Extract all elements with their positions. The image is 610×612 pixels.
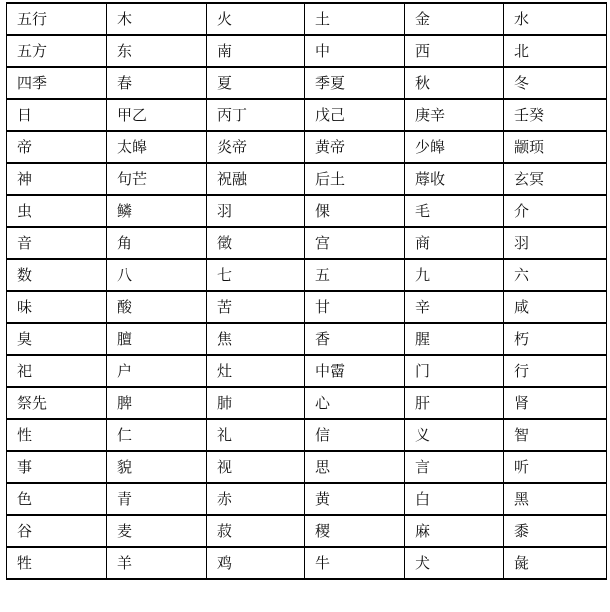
table-cell: 土 xyxy=(305,3,405,35)
table-cell: 膻 xyxy=(107,323,207,355)
table-cell: 鸡 xyxy=(207,547,305,579)
row-header-cell: 臭 xyxy=(7,323,107,355)
table-row xyxy=(7,419,607,451)
table-cell: 金 xyxy=(405,3,504,35)
table-cell: 苦 xyxy=(207,291,305,323)
table-row xyxy=(7,323,607,355)
table-cell: 牛 xyxy=(305,547,405,579)
table-cell: 中 xyxy=(305,35,405,67)
table-cell: 肾 xyxy=(504,387,607,419)
table-cell: 鳞 xyxy=(107,195,207,227)
row-header-cell: 祭先 xyxy=(7,387,107,419)
row-header-cell: 四季 xyxy=(7,67,107,99)
table-cell: 貌 xyxy=(107,451,207,483)
table-cell: 中霤 xyxy=(305,355,405,387)
row-header-cell: 帝 xyxy=(7,131,107,163)
table-cell: 黄 xyxy=(305,483,405,515)
table-cell: 礼 xyxy=(207,419,305,451)
table-cell: 麻 xyxy=(405,515,504,547)
table-cell: 蓐收 xyxy=(405,163,504,195)
table-cell: 心 xyxy=(305,387,405,419)
row-header-cell: 谷 xyxy=(7,515,107,547)
table-cell: 春 xyxy=(107,67,207,99)
table-cell: 信 xyxy=(305,419,405,451)
table-cell: 壬癸 xyxy=(504,99,607,131)
table-cell: 六 xyxy=(504,259,607,291)
table-cell: 甲乙 xyxy=(107,99,207,131)
row-header-cell: 数 xyxy=(7,259,107,291)
table-cell: 九 xyxy=(405,259,504,291)
table-cell: 咸 xyxy=(504,291,607,323)
table-cell: 酸 xyxy=(107,291,207,323)
table-row xyxy=(7,99,607,131)
table-cell: 脾 xyxy=(107,387,207,419)
table-cell: 祝融 xyxy=(207,163,305,195)
table-cell: 白 xyxy=(405,483,504,515)
wuxing-table-container xyxy=(6,2,606,580)
table-cell: 羊 xyxy=(107,547,207,579)
table-row xyxy=(7,163,607,195)
row-header-cell: 音 xyxy=(7,227,107,259)
table-cell: 颛顼 xyxy=(504,131,607,163)
row-header-cell: 事 xyxy=(7,451,107,483)
table-cell: 黄帝 xyxy=(305,131,405,163)
table-cell: 言 xyxy=(405,451,504,483)
table-cell: 庚辛 xyxy=(405,99,504,131)
table-cell: 羽 xyxy=(207,195,305,227)
table-row xyxy=(7,355,607,387)
table-row xyxy=(7,67,607,99)
table-cell: 戊己 xyxy=(305,99,405,131)
row-header-cell: 色 xyxy=(7,483,107,515)
table-row xyxy=(7,515,607,547)
table-body xyxy=(7,3,607,579)
table-cell: 犬 xyxy=(405,547,504,579)
table-cell: 甘 xyxy=(305,291,405,323)
table-row xyxy=(7,259,607,291)
table-cell: 后土 xyxy=(305,163,405,195)
table-cell: 门 xyxy=(405,355,504,387)
table-cell: 东 xyxy=(107,35,207,67)
table-row xyxy=(7,195,607,227)
table-cell: 八 xyxy=(107,259,207,291)
table-cell: 户 xyxy=(107,355,207,387)
table-cell: 丙丁 xyxy=(207,99,305,131)
table-cell: 稷 xyxy=(305,515,405,547)
table-cell: 冬 xyxy=(504,67,607,99)
table-cell: 水 xyxy=(504,3,607,35)
table-cell: 木 xyxy=(107,3,207,35)
table-cell: 少皞 xyxy=(405,131,504,163)
table-cell: 肺 xyxy=(207,387,305,419)
table-cell: 玄冥 xyxy=(504,163,607,195)
table-cell: 麦 xyxy=(107,515,207,547)
row-header-cell: 神 xyxy=(7,163,107,195)
table-cell: 行 xyxy=(504,355,607,387)
table-cell: 思 xyxy=(305,451,405,483)
table-cell: 秋 xyxy=(405,67,504,99)
table-cell: 夏 xyxy=(207,67,305,99)
wuxing-correspondence-table xyxy=(6,2,607,580)
table-cell: 火 xyxy=(207,3,305,35)
row-header-cell: 日 xyxy=(7,99,107,131)
table-cell: 五 xyxy=(305,259,405,291)
table-cell: 黍 xyxy=(504,515,607,547)
table-row xyxy=(7,547,607,579)
table-cell: 北 xyxy=(504,35,607,67)
table-cell: 义 xyxy=(405,419,504,451)
table-cell: 菽 xyxy=(207,515,305,547)
table-cell: 羽 xyxy=(504,227,607,259)
table-cell: 黑 xyxy=(504,483,607,515)
table-row xyxy=(7,451,607,483)
table-cell: 炎帝 xyxy=(207,131,305,163)
table-cell: 商 xyxy=(405,227,504,259)
table-cell: 赤 xyxy=(207,483,305,515)
table-cell: 七 xyxy=(207,259,305,291)
table-row xyxy=(7,3,607,35)
table-cell: 灶 xyxy=(207,355,305,387)
table-cell: 句芒 xyxy=(107,163,207,195)
table-cell: 听 xyxy=(504,451,607,483)
table-cell: 视 xyxy=(207,451,305,483)
table-cell: 青 xyxy=(107,483,207,515)
table-cell: 辛 xyxy=(405,291,504,323)
table-row xyxy=(7,483,607,515)
row-header-cell: 性 xyxy=(7,419,107,451)
table-row xyxy=(7,131,607,163)
row-header-cell: 虫 xyxy=(7,195,107,227)
table-cell: 智 xyxy=(504,419,607,451)
table-cell: 季夏 xyxy=(305,67,405,99)
table-cell: 徵 xyxy=(207,227,305,259)
table-row xyxy=(7,35,607,67)
table-cell: 仁 xyxy=(107,419,207,451)
row-header-cell: 祀 xyxy=(7,355,107,387)
table-cell: 西 xyxy=(405,35,504,67)
table-cell: 南 xyxy=(207,35,305,67)
row-header-cell: 牲 xyxy=(7,547,107,579)
row-header-cell: 五方 xyxy=(7,35,107,67)
table-cell: 焦 xyxy=(207,323,305,355)
table-cell: 彘 xyxy=(504,547,607,579)
table-cell: 宫 xyxy=(305,227,405,259)
table-cell: 倮 xyxy=(305,195,405,227)
table-cell: 太皞 xyxy=(107,131,207,163)
table-row xyxy=(7,387,607,419)
table-row xyxy=(7,227,607,259)
table-cell: 角 xyxy=(107,227,207,259)
table-cell: 介 xyxy=(504,195,607,227)
table-cell: 朽 xyxy=(504,323,607,355)
table-cell: 腥 xyxy=(405,323,504,355)
row-header-cell: 味 xyxy=(7,291,107,323)
table-cell: 肝 xyxy=(405,387,504,419)
table-cell: 毛 xyxy=(405,195,504,227)
table-cell: 香 xyxy=(305,323,405,355)
table-row xyxy=(7,291,607,323)
row-header-cell: 五行 xyxy=(7,3,107,35)
